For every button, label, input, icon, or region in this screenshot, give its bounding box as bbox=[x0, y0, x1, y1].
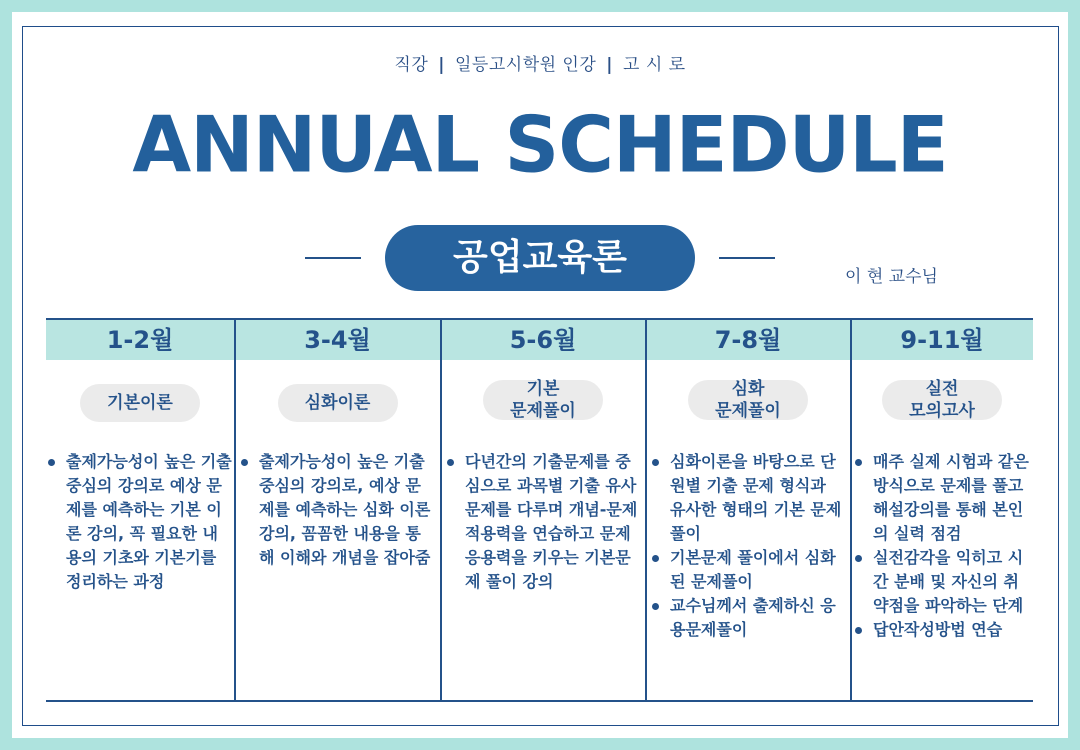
description-item: 출제가능성이 높은 기출 중심의 강의로, 예상 문제를 예측하는 심화 이론 강의, 꼼꼼한 내용을 통해 이해와 개념을 잡아줌 bbox=[239, 450, 435, 570]
header-separator: | bbox=[606, 55, 613, 75]
description-item: 다년간의 기출문제를 중심으로 과목별 기출 유사문제를 다루며 개념-문제 적용력을 연습하고 문제 응용력을 키우는 기본문제 풀이 강의 bbox=[445, 450, 641, 594]
description-item: 교수님께서 출제하신 응용문제풀이 bbox=[650, 594, 846, 642]
header-part-academy: 일등고시학원 인강 bbox=[455, 55, 597, 75]
description-item: 매주 실제 시험과 같은 방식으로 문제를 풀고 해설강의를 통해 본인의 실력 점검 bbox=[853, 450, 1031, 546]
schedule-column-mar-apr bbox=[235, 320, 440, 700]
period-heading: 1-2월 bbox=[106, 326, 174, 354]
description-list bbox=[853, 450, 1031, 642]
period-heading: 3-4월 bbox=[304, 326, 371, 354]
table-bottom-border bbox=[46, 700, 1033, 702]
header-part-offline: 직강 bbox=[394, 55, 429, 75]
period-heading: 5-6월 bbox=[509, 326, 577, 354]
stage-tag-line-2: 문제풀이 bbox=[715, 401, 781, 421]
description-item: 출제가능성이 높은 기출 중심의 강의로 예상 문제를 예측하는 기본 이론 강의, 꼭 필요한 내용의 기초와 기본기를 정리하는 과정 bbox=[46, 450, 232, 594]
stage-tag-line-1: 심화 bbox=[731, 379, 765, 399]
schedule-column-jan-feb bbox=[46, 320, 234, 700]
schedule-column-jul-aug bbox=[646, 320, 850, 700]
schedule-column-sep-nov bbox=[851, 320, 1033, 700]
academy-header bbox=[0, 50, 1080, 75]
header-separator: | bbox=[438, 55, 445, 75]
description-item: 답안작성방법 연습 bbox=[853, 618, 1031, 642]
stage-tag-line-2: 모의고사 bbox=[909, 401, 975, 421]
period-heading: 9-11월 bbox=[900, 326, 984, 354]
page-title: ANNUAL SCHEDULE bbox=[132, 99, 948, 190]
stage-tag-line-1: 기본 bbox=[526, 379, 560, 399]
description-item: 기본문제 풀이에서 심화된 문제풀이 bbox=[650, 546, 846, 594]
stage-tag bbox=[483, 380, 603, 420]
stage-tag bbox=[80, 384, 200, 422]
decorative-dash-left bbox=[305, 257, 361, 259]
description-list bbox=[650, 450, 846, 642]
stage-tag bbox=[882, 380, 1002, 420]
stage-tag bbox=[688, 380, 808, 420]
stage-tag-line-1: 실전 bbox=[925, 379, 959, 399]
professor-name: 이 현 교수님 bbox=[845, 267, 938, 287]
schedule-column-may-jun bbox=[441, 320, 645, 700]
stage-tag bbox=[278, 384, 398, 422]
description-list bbox=[445, 450, 641, 594]
description-list bbox=[46, 450, 232, 594]
subject-pill: 공업교육론 bbox=[385, 225, 695, 291]
description-item: 실전감각을 익히고 시간 분배 및 자신의 취약점을 파악하는 단계 bbox=[853, 546, 1031, 618]
description-item: 심화이론을 바탕으로 단원별 기출 문제 형식과 유사한 형태의 기본 문제풀이 bbox=[650, 450, 846, 546]
stage-tag-label: 기본이론 bbox=[107, 393, 173, 413]
period-heading: 7-8월 bbox=[714, 326, 782, 354]
decorative-dash-right bbox=[719, 257, 775, 259]
stage-tag-label: 심화이론 bbox=[304, 393, 371, 413]
header-part-brand: 고 시 로 bbox=[623, 55, 686, 75]
stage-tag-line-2: 문제풀이 bbox=[510, 401, 576, 421]
description-list bbox=[239, 450, 435, 570]
subject-banner bbox=[305, 225, 775, 291]
